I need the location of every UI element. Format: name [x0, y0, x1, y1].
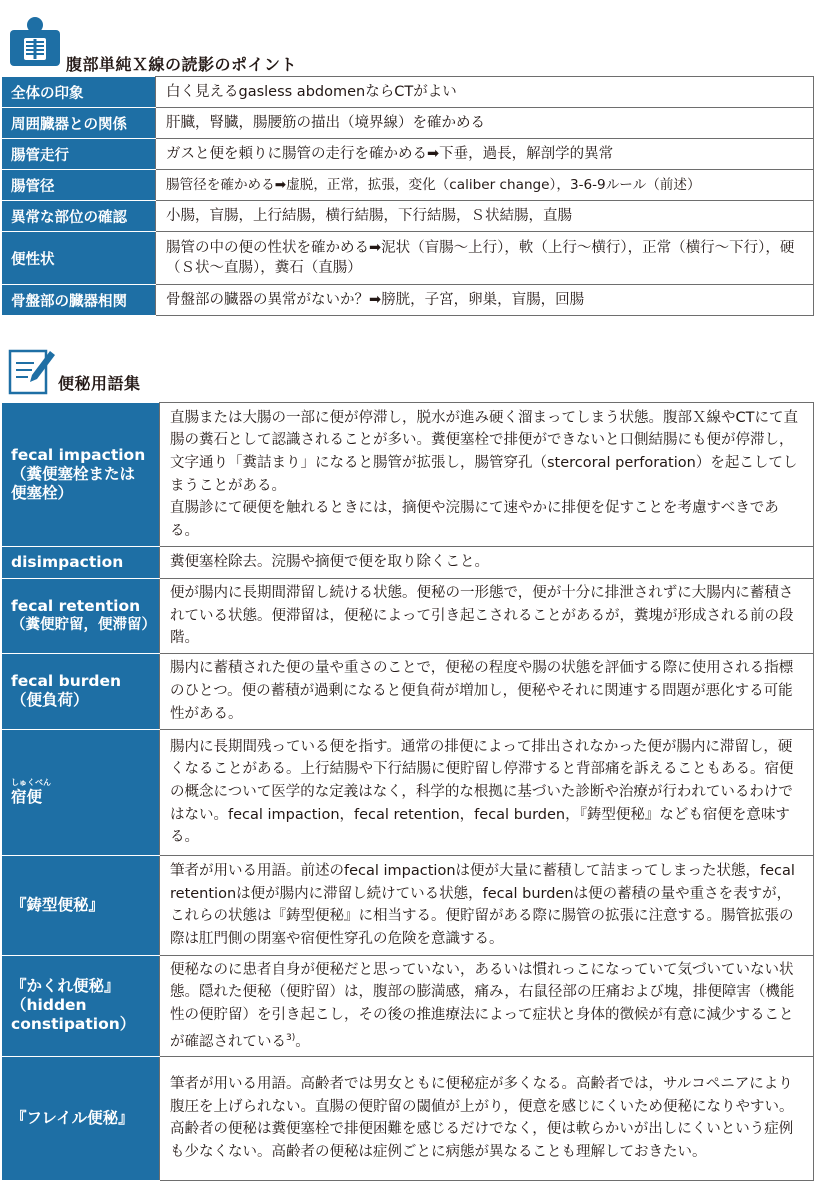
table-row	[3, 855, 814, 955]
table-row	[3, 77, 814, 108]
row-text: 骨盤部の臓器の異常がないか？➡膀胱，子宮，卵巣，盲腸，回腸	[156, 285, 814, 316]
table-row	[3, 1056, 814, 1180]
term-definition	[160, 729, 814, 855]
term-definition	[160, 579, 814, 654]
row-label: 腸管走行	[3, 139, 156, 170]
table-row	[3, 285, 814, 316]
constipation-glossary-table	[2, 402, 814, 1181]
term-line: （便負荷）	[11, 691, 89, 710]
row-label: 腸管径	[3, 170, 156, 201]
table-row	[3, 201, 814, 232]
term-line: fecal burden	[11, 672, 122, 691]
term-label	[3, 403, 160, 547]
term-label	[3, 729, 160, 855]
definition-paragraph: 糞便塞栓除去。浣腸や摘便で便を取り除くこと。	[170, 554, 489, 571]
row-label: 骨盤部の臓器相関	[3, 285, 156, 316]
table-row	[3, 139, 814, 170]
definition-paragraph: 直腸または大腸の一部に便が停滞し，脱水が進み硬く溜まってしまう状態。腹部Ｘ線やCTにて直腸の糞石として認識されることが多い。糞便塞栓で排便ができないと口側結腸にも便が停滞し，文字通り「糞詰まり」になると腸管が拡張し，腸管穿孔（stercoral perforation）を起こしてしまうことがある。	[170, 409, 798, 494]
term-definition	[160, 403, 814, 547]
row-text: 腸管径を確かめる➡虚脱，正常，拡張，変化（caliber change），3-6-9ルール（前述）	[156, 170, 814, 201]
term-line: （糞便貯留，便滞留）	[11, 616, 156, 633]
definition-paragraph: 直腸診にて硬便を触れるときには，摘便や浣腸にて速やかに排便を促すことを考慮すべきである。	[170, 500, 779, 539]
term-line: 『鋳型便秘』	[11, 895, 105, 914]
term-line: （hidden	[11, 996, 87, 1015]
definition-paragraph: 筆者が用いる用語。高齢者では男女ともに便秘症が多くなる。高齢者では，サルコペニアにより腹圧を上げられない。直腸の便貯留の閾値が上がり，便意を感じにくいため便秘になりやすい。高齢者の便秘は糞便塞栓で排便困難を感じるだけでなく，便は軟らかいが出しにくいという症例も少なくない。高齢者の便秘は症例ごとに病態が異なることも理解しておきたい。	[170, 1076, 794, 1161]
row-text: ガスと便を頼りに腸管の走行を確かめる➡下垂，過長，解剖学的異常	[156, 139, 814, 170]
table-row	[3, 232, 814, 285]
footnote-ref: 3)	[286, 1032, 296, 1043]
term-label	[3, 955, 160, 1056]
term-ruby: しゅくべん	[11, 777, 51, 787]
term-label	[3, 579, 160, 654]
term-line: fecal impaction	[11, 446, 146, 464]
term-label	[3, 855, 160, 955]
row-text: 肝臓，腎臓，腸腰筋の描出（境界線）を確かめる	[156, 108, 814, 139]
table-row	[3, 108, 814, 139]
term-line: 『フレイル便秘』	[11, 1108, 134, 1127]
table-row	[3, 403, 814, 547]
row-label: 周囲臓器との関係	[3, 108, 156, 139]
row-label: 便性状	[3, 232, 156, 285]
table-row	[3, 955, 814, 1056]
term-definition	[160, 653, 814, 729]
notepad-pencil-icon	[8, 345, 56, 399]
row-text: 小腸，盲腸，上行結腸，横行結腸，下行結腸，Ｓ状結腸，直腸	[156, 201, 814, 232]
row-text: 腸管の中の便の性状を確かめる➡泥状（盲腸～上行），軟（上行～横行），正常（横行～下行），硬（Ｓ状～直腸），糞石（直腸）	[156, 232, 814, 285]
section-header-glossary	[0, 345, 822, 399]
definition-paragraph: 便秘なのに患者自身が便秘だと思っていない，あるいは慣れっこになっていて気づいていない状態。隠れた便秘（便貯留）は，腹部の膨満感，痛み，右鼠径部の圧痛および塊，排便障害（機能性の便貯留）を引き起こし，その後の推進療法によって症状と身体的徴候が有意に減少することが確認されている	[170, 961, 795, 1050]
row-label: 全体の印象	[3, 77, 156, 108]
section-title: 便秘用語集	[58, 374, 141, 393]
definition-paragraph: 腸内に蓄積された便の量や重さのことで，便秘の程度や腸の状態を評価する際に使用される指標のひとつ。便の蓄積が過剰になると便負荷が増加し，便秘やそれに関連する問題が悪化する可能性がある。	[170, 660, 794, 722]
term-definition	[160, 547, 814, 579]
row-text: 白く見えるgasless abdomenならCTがよい	[156, 77, 814, 108]
term-line: disimpaction	[11, 553, 124, 571]
term-line: （糞便塞栓または	[11, 465, 136, 483]
term-definition	[160, 1056, 814, 1180]
row-label: 異常な部位の確認	[3, 201, 156, 232]
table-row	[3, 547, 814, 579]
term-definition	[160, 855, 814, 955]
term-label	[3, 1056, 160, 1180]
term-line: 便塞栓）	[11, 484, 74, 502]
definition-paragraph: 便が腸内に長期間滞留し続ける状態。便秘の一形態で，便が十分に排泄されずに大腸内に蓄積されている状態。便滞留は，便秘によって引き起こされることがあるが，糞塊が形成される前の段階。	[170, 585, 794, 647]
term-definition	[160, 955, 814, 1056]
section-title: 腹部単純Ｘ線の読影のポイント	[66, 55, 298, 74]
table-row	[3, 579, 814, 654]
table-row	[3, 653, 814, 729]
term-line: constipation）	[11, 1015, 136, 1034]
table-row	[3, 170, 814, 201]
xray-reading-points-table	[2, 76, 814, 316]
xray-icon	[8, 16, 62, 74]
term-label	[3, 653, 160, 729]
table-row	[3, 729, 814, 855]
definition-end: 。	[295, 1033, 310, 1050]
definition-paragraph: 筆者が用いる用語。前述のfecal impactionは便が大量に蓄積して詰まってしまった状態，fecal retentionは便が腸内に滞留し続けている状態，fecal burdenは便の蓄積の量や重さを表すが，これらの状態は『鋳型便秘』に相当する。便貯留がある際に腸管の拡張に注意する。腸管拡張の際は肛門側の閉塞や宿便性穿孔の危険を意識する。	[170, 863, 795, 947]
definition-paragraph: 腸内に長期間残っている便を指す。通常の排便によって排出されなかった便が腸内に滞留し，硬くなることがある。上行結腸や下行結腸に便貯留し停滞すると背部痛を訴えることもある。宿便の概念について医学的な定義はなく，科学的な根拠に基づいた診断や治療が行われているわけではない。fecal impaction，fecal retention，fecal burden，『鋳型便秘』なども宿便を意味する。	[170, 738, 794, 846]
section-header-xray	[0, 16, 822, 72]
term-line: 宿便	[11, 787, 43, 806]
term-line: fecal retention	[11, 596, 141, 615]
term-label	[3, 547, 160, 579]
term-line: 『かくれ便秘』	[11, 977, 120, 996]
